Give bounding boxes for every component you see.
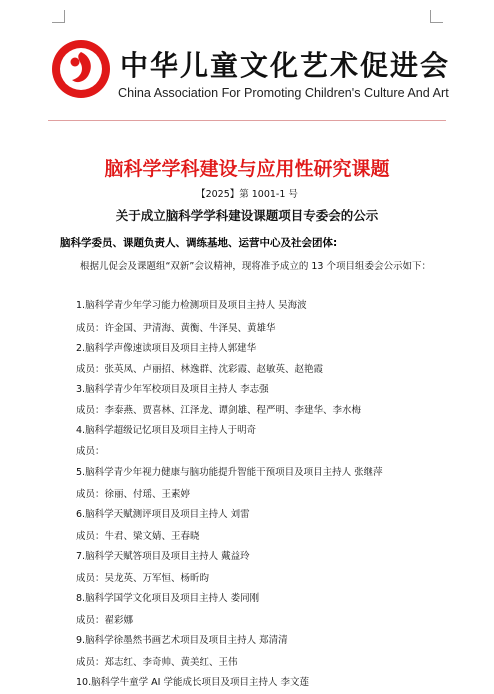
list-item: 7.脑科学天赋答项目及项目主持人 戴益玲 <box>76 551 250 562</box>
list-item: 3.脑科学青少年军校项目及项目主持人 李志强 <box>76 384 269 395</box>
list-item: 成员：郑志红、李奇帅、黄美红、王伟 <box>76 657 238 668</box>
list-item: 2.脑科学声像速读项目及项目主持人郭建华 <box>76 343 257 354</box>
document-title: 脑科学学科建设与应用性研究课题 <box>104 158 390 180</box>
list-item: 成员：徐丽、付瑶、王素婷 <box>76 489 191 500</box>
list-item: 成员：吴龙英、万军恒、杨昕昀 <box>76 573 210 584</box>
list-item: 成员：李泰燕、贾喜林、江泽龙、谭剑雄、程严明、李建华、李水梅 <box>76 405 362 416</box>
list-item: 成员：张英凤、卢丽招、林逸群、沈彩霞、赵敏英、赵艳霞 <box>76 364 324 375</box>
list-item: 成员：翟彩娜 <box>76 615 134 626</box>
red-circular-emblem-icon <box>50 38 112 100</box>
header-divider <box>48 120 446 121</box>
list-item: 成员：牛君、梁文婧、王春晓 <box>76 531 200 542</box>
list-item: 1.脑科学青少年学习能力检测项目及项目主持人 吴海波 <box>76 300 307 311</box>
document-number: 【2025】第 1001-1 号 <box>196 189 298 200</box>
organization-name-chinese: 中华儿童文化艺术促进会 <box>120 49 451 82</box>
page-corner-mark-left <box>52 10 65 23</box>
addressee: 脑科学委员、课题负责人、调练基地、运营中心及社会团体: <box>60 237 338 249</box>
list-item: 10.脑科学牛童学 AI 学能成长项目及项目主持人 李文莲 <box>76 677 309 688</box>
intro-paragraph: 根据儿促会及课题组“双新”会议精神，现将准予成立的 13 个项目组委会公示如下： <box>80 261 431 272</box>
list-item: 成员：许金国、尹清海、黄衡、牛泽昊、黄雄华 <box>76 323 276 334</box>
list-item: 8.脑科学国学文化项目及项目主持人 娄同刚 <box>76 593 260 604</box>
list-item: 6.脑科学天赋测评项目及项目主持人 刘雷 <box>76 509 250 520</box>
organization-name-english: China Association For Promoting Children's Culture And Art <box>118 86 449 100</box>
list-item: 4.脑科学超级记忆项目及项目主持人于明奇 <box>76 425 257 436</box>
document-subtitle: 关于成立脑科学学科建设课题项目专委会的公示 <box>115 208 379 223</box>
list-item: 成员： <box>76 446 105 457</box>
page-corner-mark-right <box>430 10 443 23</box>
list-item: 9.脑科学徐墨然书画艺术项目及项目主持人 郑清清 <box>76 635 288 646</box>
list-item: 5.脑科学青少年视力健康与脑功能提升智能干预项目及项目主持人 张继萍 <box>76 467 383 478</box>
